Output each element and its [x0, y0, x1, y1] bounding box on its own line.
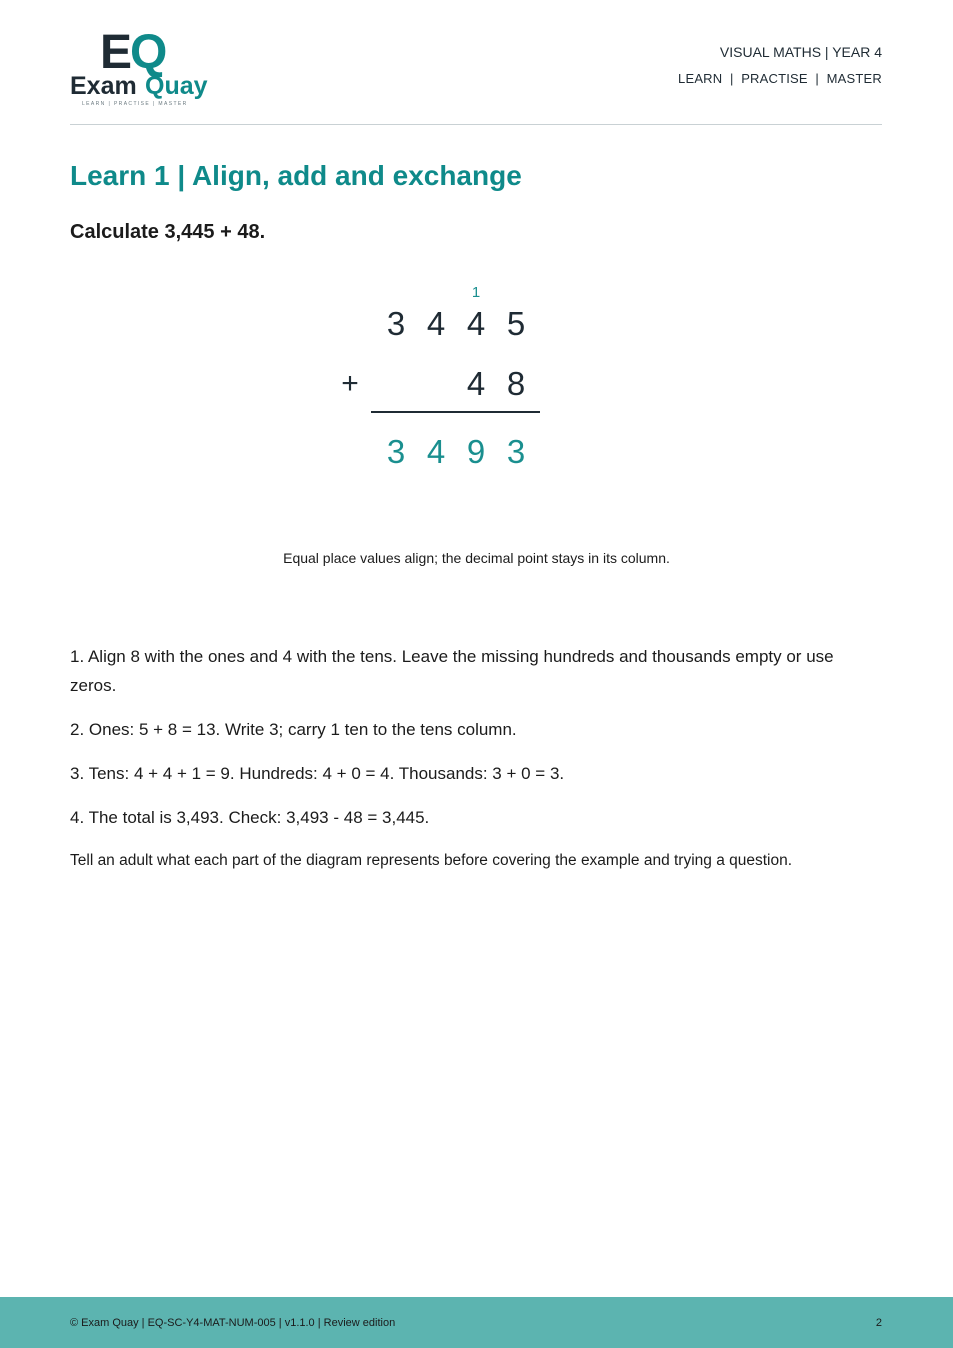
result-hundreds: 4 — [426, 433, 446, 470]
plus-operator: + — [341, 367, 359, 400]
logo-monogram-e: E — [100, 26, 133, 79]
addend2-tens: 4 — [466, 365, 486, 402]
result-ones: 3 — [506, 433, 526, 470]
header-nav: LEARN | PRACTISE | MASTER — [678, 71, 882, 86]
addend2-ones: 8 — [506, 365, 526, 402]
column-addition — [330, 280, 560, 480]
logo-name-quay: Quay — [145, 72, 208, 100]
logo-graphic — [70, 22, 215, 108]
logo-name-exam: Exam — [70, 72, 137, 100]
logo-tagline: LEARN | PRACTISE | MASTER — [82, 101, 188, 107]
result-thousands: 3 — [386, 433, 406, 470]
step-item: 1. Align 8 with the ones and 4 with the tens. Leave the missing hundreds and thousands empty or use zeros. — [70, 647, 834, 695]
page-number: 2 — [875, 1317, 882, 1329]
sum-line — [371, 411, 540, 413]
step-list — [70, 642, 882, 847]
header-divider — [70, 124, 882, 125]
diagram-caption: Equal place values align; the decimal point stays in its column. — [283, 550, 670, 566]
step-item: 4. The total is 3,493. Check: 3,493 - 48 = 3,445. — [70, 808, 430, 827]
adult-note: Tell an adult what each part of the diagram represents before covering the example and trying a question. — [70, 852, 793, 869]
addend1-hundreds: 4 — [426, 305, 446, 342]
page-title: Learn 1 | Align, add and exchange — [70, 160, 522, 191]
header-right — [678, 43, 882, 87]
carry-digit: 1 — [471, 284, 481, 301]
step-item: 3. Tens: 4 + 4 + 1 = 9. Hundreds: 4 + 0 = 4. Thousands: 3 + 0 = 3. — [70, 764, 565, 783]
step-item: 2. Ones: 5 + 8 = 13. Write 3; carry 1 ten to the tens column. — [70, 720, 517, 739]
addend1-tens: 4 — [466, 305, 486, 342]
header-subject: VISUAL MATHS | YEAR 4 — [719, 44, 882, 60]
footer-text: © Exam Quay | EQ-SC-Y4-MAT-NUM-005 | v1.1.0 | Review edition — [70, 1317, 396, 1329]
exam-quay-logo — [70, 22, 215, 108]
footer-bar — [0, 1297, 953, 1348]
addend1-ones: 5 — [506, 305, 526, 342]
logo-monogram-q: Q — [130, 26, 168, 79]
result-tens: 9 — [466, 433, 486, 470]
question-text: Calculate 3,445 + 48. — [70, 221, 266, 243]
addend1-thousands: 3 — [386, 305, 406, 342]
